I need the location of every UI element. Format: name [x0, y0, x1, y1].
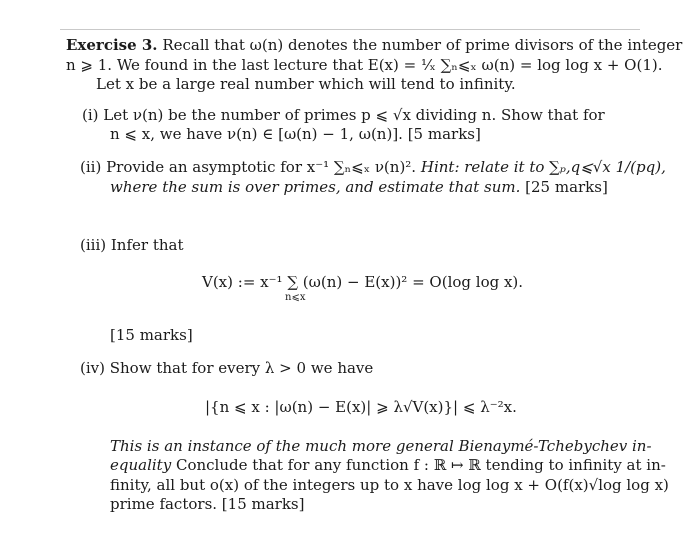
part-ii-hint-cont: where the sum is over primes, and estimate that sum. — [110, 178, 521, 196]
part-ii-line-2 — [110, 178, 608, 196]
part-iii-marks: [15 marks] — [110, 326, 193, 344]
remark-italic-word: equality — [110, 456, 172, 474]
part-ii-hint: Hint: relate it to ∑ₚ,q⩽√x 1/(pq), — [420, 158, 666, 176]
intro-line-3: Let x be a large real number which will tend to infinity. — [96, 75, 516, 93]
part-ii-marks: [25 marks] — [525, 178, 608, 196]
part-iv-remark-line-2 — [110, 456, 666, 474]
exercise-heading: Exercise 3. — [66, 36, 158, 54]
part-ii-line-1 — [80, 158, 666, 176]
part-iii-label: (iii) Infer that — [80, 236, 184, 254]
part-iv-remark-line-1: This is an instance of the much more general Bienaymé-Tchebychev in- — [110, 437, 652, 455]
part-iv-remark-line-3: finity, all but o(x) of the integers up to x have log log x + O(f(x)√log log x) — [110, 476, 669, 494]
variance-formula-subscript: n⩽x — [285, 292, 306, 303]
chebyshev-formula: |{n ⩽ x : |ω(n) − E(x)| ⩾ λ√V(x)}| ⩽ λ⁻²x. — [205, 398, 517, 416]
intro-text-1: Recall that ω(n) denotes the number of prime divisors of the integer — [162, 36, 683, 54]
part-iv-remark-line-4: prime factors. [15 marks] — [110, 495, 305, 513]
part-iv-label: (iv) Show that for every λ > 0 we have — [80, 359, 374, 377]
intro-line-2: n ⩾ 1. We found in the last lecture that E(x) = ¹⁄ₓ ∑ₙ⩽ₓ ω(n) = log log x + O(1). — [66, 56, 663, 74]
top-divider — [60, 29, 640, 30]
variance-formula: V(x) := x⁻¹ ∑ (ω(n) − E(x))² = O(log log x). — [202, 273, 524, 291]
part-ii-question: (ii) Provide an asymptotic for x⁻¹ ∑ₙ⩽ₓ ν(n)². — [80, 158, 417, 176]
part-i-line-1: (i) Let ν(n) be the number of primes p ⩽ √x dividing n. Show that for — [82, 106, 605, 124]
part-i-line-2: n ⩽ x, we have ν(n) ∈ [ω(n) − 1, ω(n)]. [5 marks] — [110, 125, 481, 143]
remark-text: Conclude that for any function f : ℝ ↦ ℝ tending to infinity at in- — [175, 456, 666, 474]
intro-line-1 — [66, 36, 682, 54]
